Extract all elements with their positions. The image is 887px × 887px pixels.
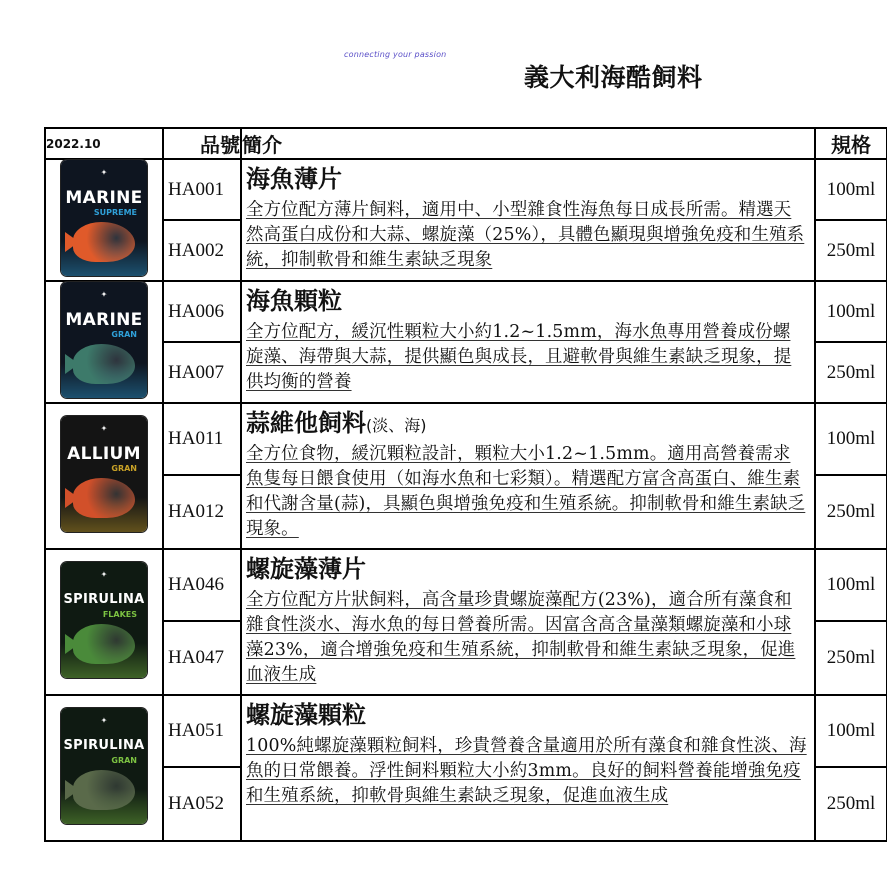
can-sublabel: GRAN — [111, 330, 137, 339]
fish-illustration — [73, 222, 135, 262]
item-size: 100ml — [815, 695, 887, 767]
product-image-cell — [45, 159, 163, 281]
product-image-cell — [45, 695, 163, 841]
product-image-cell — [45, 281, 163, 403]
can-sublabel: GRAN — [111, 756, 137, 765]
product-can-image — [61, 708, 147, 824]
header-date: 2022.10 — [45, 128, 163, 159]
product-name: 海魚顆粒 — [246, 287, 342, 315]
item-code: HA047 — [163, 621, 241, 695]
can-brand-mark: ✦ — [100, 290, 108, 299]
table-row — [45, 549, 887, 621]
item-code: HA051 — [163, 695, 241, 767]
product-name-line — [246, 164, 808, 197]
can-sublabel: GRAN — [111, 464, 137, 473]
item-code: HA006 — [163, 281, 241, 342]
item-size: 250ml — [815, 342, 887, 403]
header-description: 簡介 — [241, 128, 815, 159]
header-size: 規格 — [815, 128, 887, 159]
can-sublabel: SUPREME — [93, 208, 137, 217]
document-title: 義大利海酷飼料 — [524, 63, 703, 92]
product-description-cell — [241, 549, 815, 695]
item-code: HA007 — [163, 342, 241, 403]
item-code: HA046 — [163, 549, 241, 621]
product-name-line — [246, 554, 808, 587]
item-code: HA001 — [163, 159, 241, 220]
can-label: SPIRULINA — [63, 738, 145, 753]
can-label: ALLIUM — [67, 444, 141, 464]
product-can-image — [61, 416, 147, 532]
product-description-cell — [241, 281, 815, 403]
product-name: 螺旋藻顆粒 — [246, 701, 366, 729]
product-description-cell — [241, 403, 815, 549]
can-brand-mark: ✦ — [100, 716, 108, 725]
product-description: 全方位食物，緩沉顆粒設計，顆粒大小1.2~1.5mm。適用高營養需求魚隻每日餵食使用（如海水魚和七彩類）。精選配方富含高蛋白、維生素和代謝含量(蒜)，具顯色與增強免疫和生殖系統。抑制軟骨和維生素缺乏現象。 — [246, 444, 806, 539]
can-label: MARINE — [65, 188, 143, 208]
product-name: 海魚薄片 — [246, 165, 342, 193]
product-name-line — [246, 408, 808, 441]
product-can-image — [61, 562, 147, 678]
product-name: 螺旋藻薄片 — [246, 555, 366, 583]
item-code: HA012 — [163, 475, 241, 549]
tagline: connecting your passion — [344, 50, 447, 59]
table-row — [45, 403, 887, 475]
fish-illustration — [73, 344, 135, 384]
can-brand-mark: ✦ — [100, 424, 108, 433]
can-brand-mark: ✦ — [100, 168, 108, 177]
item-code: HA052 — [163, 767, 241, 841]
fish-illustration — [73, 624, 135, 664]
product-description-cell — [241, 159, 815, 281]
item-size: 250ml — [815, 475, 887, 549]
can-sublabel: FLAKES — [102, 610, 137, 619]
table-row — [45, 159, 887, 220]
product-description: 全方位配方薄片飼料，適用中、小型雜食性海魚每日成長所需。精選天然高蛋白成份和大蒜、螺旋藻（25%），具體色顯現與增強免疫和生殖系統，抑制軟骨和維生素缺乏現象 — [246, 200, 805, 270]
item-size: 100ml — [815, 403, 887, 475]
product-name: 蒜維他飼料 — [246, 409, 366, 437]
product-description: 全方位配方片狀飼料，高含量珍貴螺旋藻配方(23%)，適合所有藻食和雜食性淡水、海水魚的每日營養所需。因富含高含量藻類螺旋藻和小球藻23%，適合增強免疫和生殖系統，抑制軟骨和維生素缺乏現象，促進血液生成 — [246, 590, 796, 685]
table-header-row — [45, 128, 887, 159]
item-size: 250ml — [815, 220, 887, 281]
product-table — [44, 127, 887, 842]
fish-illustration — [73, 770, 135, 810]
product-image-cell — [45, 403, 163, 549]
product-name-line — [246, 286, 808, 319]
product-can-image — [61, 160, 147, 276]
can-brand-mark: ✦ — [100, 570, 108, 579]
item-size: 250ml — [815, 767, 887, 841]
fish-illustration — [73, 478, 135, 518]
item-size: 100ml — [815, 159, 887, 220]
item-code: HA002 — [163, 220, 241, 281]
header-item-code: 品號 — [163, 128, 241, 159]
item-size: 100ml — [815, 281, 887, 342]
product-description: 全方位配方，緩沉性顆粒大小約1.2~1.5mm，海水魚專用營養成份螺旋藻、海帶與大蒜，提供顯色與成長，且避軟骨與維生素缺乏現象，提供均衡的營養 — [246, 322, 792, 392]
product-name-line — [246, 700, 808, 733]
product-description-cell — [241, 695, 815, 841]
item-size: 250ml — [815, 621, 887, 695]
product-description: 100%純螺旋藻顆粒飼料，珍貴營養含量適用於所有藻食和雜食性淡、海魚的日常餵養。浮性飼料顆粒大小約3mm。良好的飼料營養能增強免疫和生殖系統，抑軟骨與維生素缺乏現象，促進血液生成 — [246, 736, 807, 806]
item-code: HA011 — [163, 403, 241, 475]
can-label: SPIRULINA — [63, 592, 145, 607]
product-name-suffix: (淡、海) — [366, 416, 427, 435]
item-size: 100ml — [815, 549, 887, 621]
product-can-image — [61, 282, 147, 398]
product-image-cell — [45, 549, 163, 695]
table-row — [45, 281, 887, 342]
can-label: MARINE — [65, 310, 143, 330]
table-row — [45, 695, 887, 767]
